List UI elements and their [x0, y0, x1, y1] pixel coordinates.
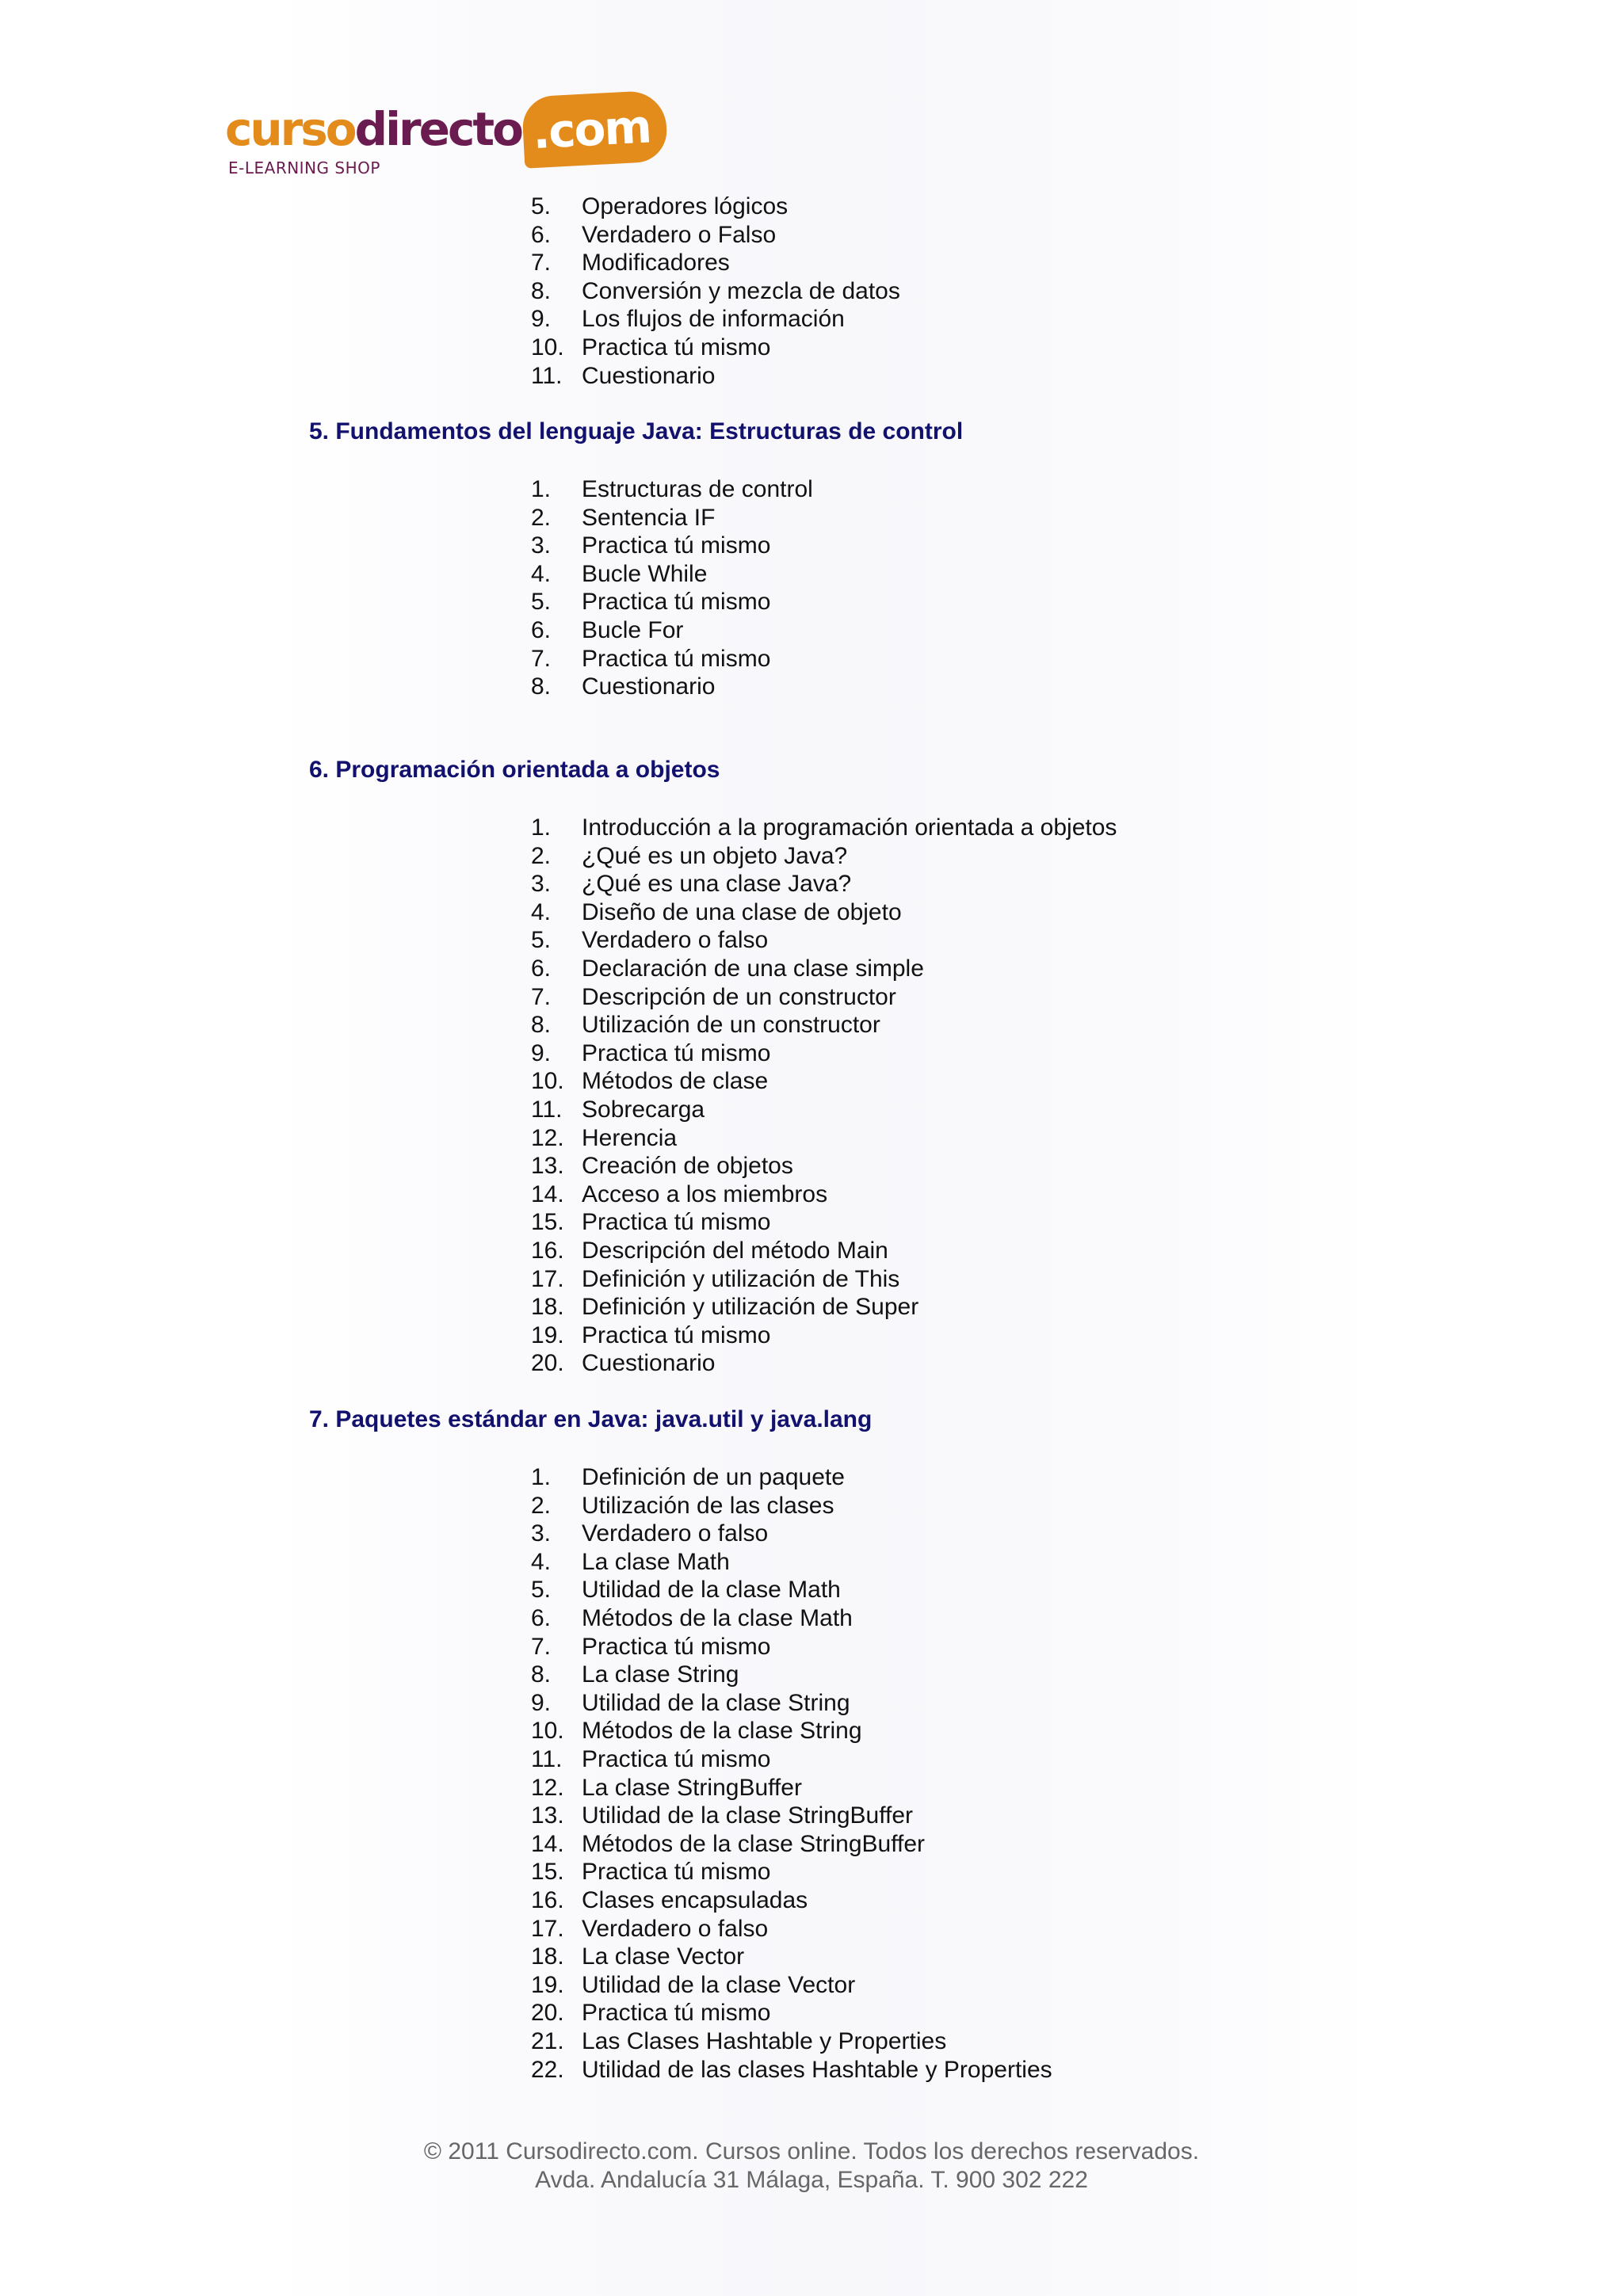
list-item-text: Practica tú mismo	[582, 1039, 771, 1066]
list-item-text: Introducción a la programación orientada a objetos	[582, 814, 1117, 841]
list-item-number: 8.	[531, 1661, 552, 1688]
list-item-number: 14.	[531, 1180, 564, 1207]
list-item	[0, 1548, 1623, 1577]
list-item-number: 5.	[531, 927, 552, 954]
list-item	[0, 898, 1623, 927]
footer-address: Avda. Andalucía 31 Málaga, España. T. 900 302 222	[535, 2167, 1088, 2193]
list-item	[0, 1349, 1623, 1378]
list-item	[0, 955, 1623, 983]
list-item	[0, 362, 1623, 391]
list-item-number: 19.	[531, 1322, 564, 1348]
list-item	[0, 305, 1623, 334]
list-item-text: Clases encapsuladas	[582, 1887, 808, 1913]
list-item-text: La clase StringBuffer	[582, 1774, 802, 1801]
list-item-text: Practica tú mismo	[582, 2000, 771, 2027]
list-item-number: 4.	[531, 898, 552, 925]
list-item-text: ¿Qué es una clase Java?	[582, 871, 852, 898]
list-item-text: Practica tú mismo	[582, 589, 771, 616]
list-item	[0, 1180, 1623, 1209]
list-item	[0, 1886, 1623, 1915]
list-item-text: Descripción del método Main	[582, 1238, 888, 1264]
cursodirecto-logo[interactable]	[225, 93, 652, 181]
list-item-text: Operadores lógicos	[582, 193, 789, 219]
list-item-number: 1.	[531, 476, 552, 502]
list-item-text: Verdadero o falso	[582, 927, 769, 954]
list-item	[0, 1774, 1623, 1802]
list-item-number: 9.	[531, 306, 552, 333]
list-item-number: 18.	[531, 1294, 564, 1321]
list-item-number: 7.	[531, 1633, 552, 1660]
list-item	[0, 1802, 1623, 1830]
list-item-number: 2.	[531, 842, 552, 869]
list-item-number: 2.	[531, 504, 552, 531]
list-item	[0, 1830, 1623, 1859]
list-item	[0, 1999, 1623, 2027]
list-item	[0, 475, 1623, 504]
list-item-number: 5.	[531, 193, 552, 219]
list-item	[0, 2056, 1623, 2084]
list-item-text: Practica tú mismo	[582, 1322, 771, 1348]
list-item	[0, 1067, 1623, 1096]
list-item	[0, 1322, 1623, 1350]
list-item	[0, 842, 1623, 871]
list-item-text: Conversión y mezcla de datos	[582, 277, 900, 304]
list-item-number: 6.	[531, 955, 552, 982]
list-item	[0, 926, 1623, 955]
section-heading: 6. Programación orientada a objetos	[309, 757, 720, 783]
list-item	[0, 1096, 1623, 1124]
list-item-text: Practica tú mismo	[582, 1633, 771, 1660]
list-item-number: 17.	[531, 1265, 564, 1292]
list-item-text: ¿Qué es un objeto Java?	[582, 842, 848, 869]
list-item-text: Acceso a los miembros	[582, 1180, 828, 1207]
list-item	[0, 673, 1623, 701]
list-item	[0, 616, 1623, 645]
list-item	[0, 1237, 1623, 1265]
list-item-text: Definición de un paquete	[582, 1464, 845, 1490]
list-item-text: La clase Math	[582, 1548, 730, 1575]
list-item-text: Practica tú mismo	[582, 1746, 771, 1772]
list-item-number: 6.	[531, 1605, 552, 1631]
list-item-number: 21.	[531, 2028, 564, 2054]
list-item-number: 7.	[531, 645, 552, 672]
list-item-number: 3.	[531, 532, 552, 559]
list-item-number: 22.	[531, 2056, 564, 2083]
list-item-number: 8.	[531, 1012, 552, 1039]
list-item-number: 10.	[531, 334, 564, 360]
list-item-number: 1.	[531, 1464, 552, 1490]
list-item-text: La clase String	[582, 1661, 739, 1688]
list-item-number: 10.	[531, 1718, 564, 1745]
list-item-number: 2.	[531, 1492, 552, 1519]
list-item-number: 13.	[531, 1802, 564, 1829]
list-item-text: Verdadero o Falso	[582, 221, 777, 248]
list-item	[0, 1717, 1623, 1745]
list-item-text: Utilización de las clases	[582, 1492, 834, 1519]
logo-word-com: .com	[521, 90, 668, 168]
list-item-number: 12.	[531, 1124, 564, 1151]
list-item	[0, 2027, 1623, 2056]
list-item-text: Bucle For	[582, 617, 684, 643]
list-item	[0, 645, 1623, 673]
list-item-text: Creación de objetos	[582, 1153, 793, 1180]
list-item-text: Definición y utilización de Super	[582, 1294, 919, 1321]
list-item	[0, 1208, 1623, 1237]
list-item-text: Utilidad de la clase String	[582, 1689, 850, 1716]
list-item-number: 5.	[531, 589, 552, 616]
list-item-text: Descripción de un constructor	[582, 983, 896, 1010]
list-item-number: 11.	[531, 362, 563, 389]
list-item-text: Métodos de la clase String	[582, 1718, 862, 1745]
list-item	[0, 1152, 1623, 1180]
list-item-text: Sobrecarga	[582, 1097, 705, 1123]
list-item	[0, 814, 1623, 842]
list-item-text: Sentencia IF	[582, 504, 716, 531]
list-item-text: Las Clases Hashtable y Properties	[582, 2028, 947, 2054]
list-item-number: 13.	[531, 1153, 564, 1180]
list-item-number: 11.	[531, 1097, 563, 1123]
list-item	[0, 1492, 1623, 1520]
list-item-text: Declaración de una clase simple	[582, 955, 924, 982]
list-item	[0, 1915, 1623, 1943]
list-item-number: 14.	[531, 1830, 564, 1857]
list-item-text: Utilidad de la clase Math	[582, 1577, 841, 1604]
list-item-text: Cuestionario	[582, 673, 716, 700]
list-item	[0, 504, 1623, 532]
list-item-text: Utilización de un constructor	[582, 1012, 880, 1039]
list-item	[0, 277, 1623, 306]
list-item	[0, 1293, 1623, 1322]
list-item-text: Utilidad de las clases Hashtable y Properties	[582, 2056, 1052, 2083]
footer-copyright: © 2011 Cursodirecto.com. Cursos online. Todos los derechos reservados.	[423, 2138, 1200, 2164]
list-item	[0, 1520, 1623, 1548]
list-item-number: 7.	[531, 983, 552, 1010]
list-item-number: 4.	[531, 1548, 552, 1575]
list-item	[0, 193, 1623, 221]
list-item-text: Practica tú mismo	[582, 1209, 771, 1236]
list-item	[0, 983, 1623, 1012]
list-item-text: Bucle While	[582, 560, 708, 587]
list-item-number: 19.	[531, 1971, 564, 1998]
list-item-text: Practica tú mismo	[582, 532, 771, 559]
list-item-number: 6.	[531, 617, 552, 643]
list-item-text: Métodos de la clase Math	[582, 1605, 853, 1631]
list-item-number: 16.	[531, 1887, 564, 1913]
list-item	[0, 1124, 1623, 1153]
list-item-number: 5.	[531, 1577, 552, 1604]
list-item-number: 8.	[531, 277, 552, 304]
list-item-text: Métodos de clase	[582, 1068, 769, 1095]
list-item	[0, 1604, 1623, 1633]
list-item	[0, 1011, 1623, 1039]
list-item	[0, 1576, 1623, 1604]
list-item-number: 15.	[531, 1209, 564, 1236]
list-item	[0, 588, 1623, 616]
list-item-text: Métodos de la clase StringBuffer	[582, 1830, 926, 1857]
list-item-text: Verdadero o falso	[582, 1915, 769, 1942]
list-item-number: 4.	[531, 560, 552, 587]
logo-tagline: E-LEARNING SHOP	[228, 158, 380, 177]
list-item-number: 18.	[531, 1943, 564, 1970]
list-item	[0, 1633, 1623, 1661]
list-item-text: Diseño de una clase de objeto	[582, 898, 902, 925]
list-item	[0, 334, 1623, 362]
list-item-number: 1.	[531, 814, 552, 841]
list-item-text: Verdadero o falso	[582, 1520, 769, 1547]
list-item-text: Herencia	[582, 1124, 678, 1151]
list-item-number: 9.	[531, 1689, 552, 1716]
list-item	[0, 1463, 1623, 1492]
list-item	[0, 1661, 1623, 1689]
list-item-number: 6.	[531, 221, 552, 248]
list-item-text: Cuestionario	[582, 362, 716, 389]
list-item-number: 20.	[531, 1350, 564, 1377]
list-item-text: Definición y utilización de This	[582, 1265, 900, 1292]
list-item-number: 15.	[531, 1859, 564, 1886]
list-item-number: 8.	[531, 673, 552, 700]
logo-word-directo: directo	[354, 102, 521, 156]
list-item-number: 20.	[531, 2000, 564, 2027]
list-item-number: 3.	[531, 871, 552, 898]
list-item	[0, 1265, 1623, 1294]
list-item	[0, 560, 1623, 589]
list-item-text: Cuestionario	[582, 1350, 716, 1377]
list-item-text: Utilidad de la clase Vector	[582, 1971, 856, 1998]
list-item	[0, 1039, 1623, 1068]
list-item-text: Practica tú mismo	[582, 645, 771, 672]
logo-word-curso: curso	[225, 102, 355, 156]
list-item-text: Estructuras de control	[582, 476, 813, 502]
list-item	[0, 221, 1623, 250]
list-item	[0, 1971, 1623, 2000]
list-item-number: 11.	[531, 1746, 563, 1772]
section-heading: 7. Paquetes estándar en Java: java.util y java.lang	[309, 1406, 873, 1432]
list-item-text: Los flujos de información	[582, 306, 845, 333]
list-item-number: 10.	[531, 1068, 564, 1095]
list-item-number: 3.	[531, 1520, 552, 1547]
list-item-number: 17.	[531, 1915, 564, 1942]
list-item-text: Modificadores	[582, 250, 730, 277]
list-item	[0, 532, 1623, 560]
section-heading: 5. Fundamentos del lenguaje Java: Estructuras de control	[309, 418, 964, 444]
list-item-number: 16.	[531, 1238, 564, 1264]
list-item-text: Practica tú mismo	[582, 334, 771, 360]
list-item	[0, 1745, 1623, 1774]
list-item-number: 7.	[531, 250, 552, 277]
logo-wordmark	[225, 93, 666, 165]
list-item	[0, 1858, 1623, 1886]
list-item-text: Utilidad de la clase StringBuffer	[582, 1802, 914, 1829]
list-item	[0, 1943, 1623, 1971]
list-item-text: Practica tú mismo	[582, 1859, 771, 1886]
list-item	[0, 249, 1623, 277]
list-item	[0, 1689, 1623, 1718]
list-item-number: 9.	[531, 1039, 552, 1066]
list-item-number: 12.	[531, 1774, 564, 1801]
list-item	[0, 870, 1623, 898]
list-item-text: La clase Vector	[582, 1943, 745, 1970]
